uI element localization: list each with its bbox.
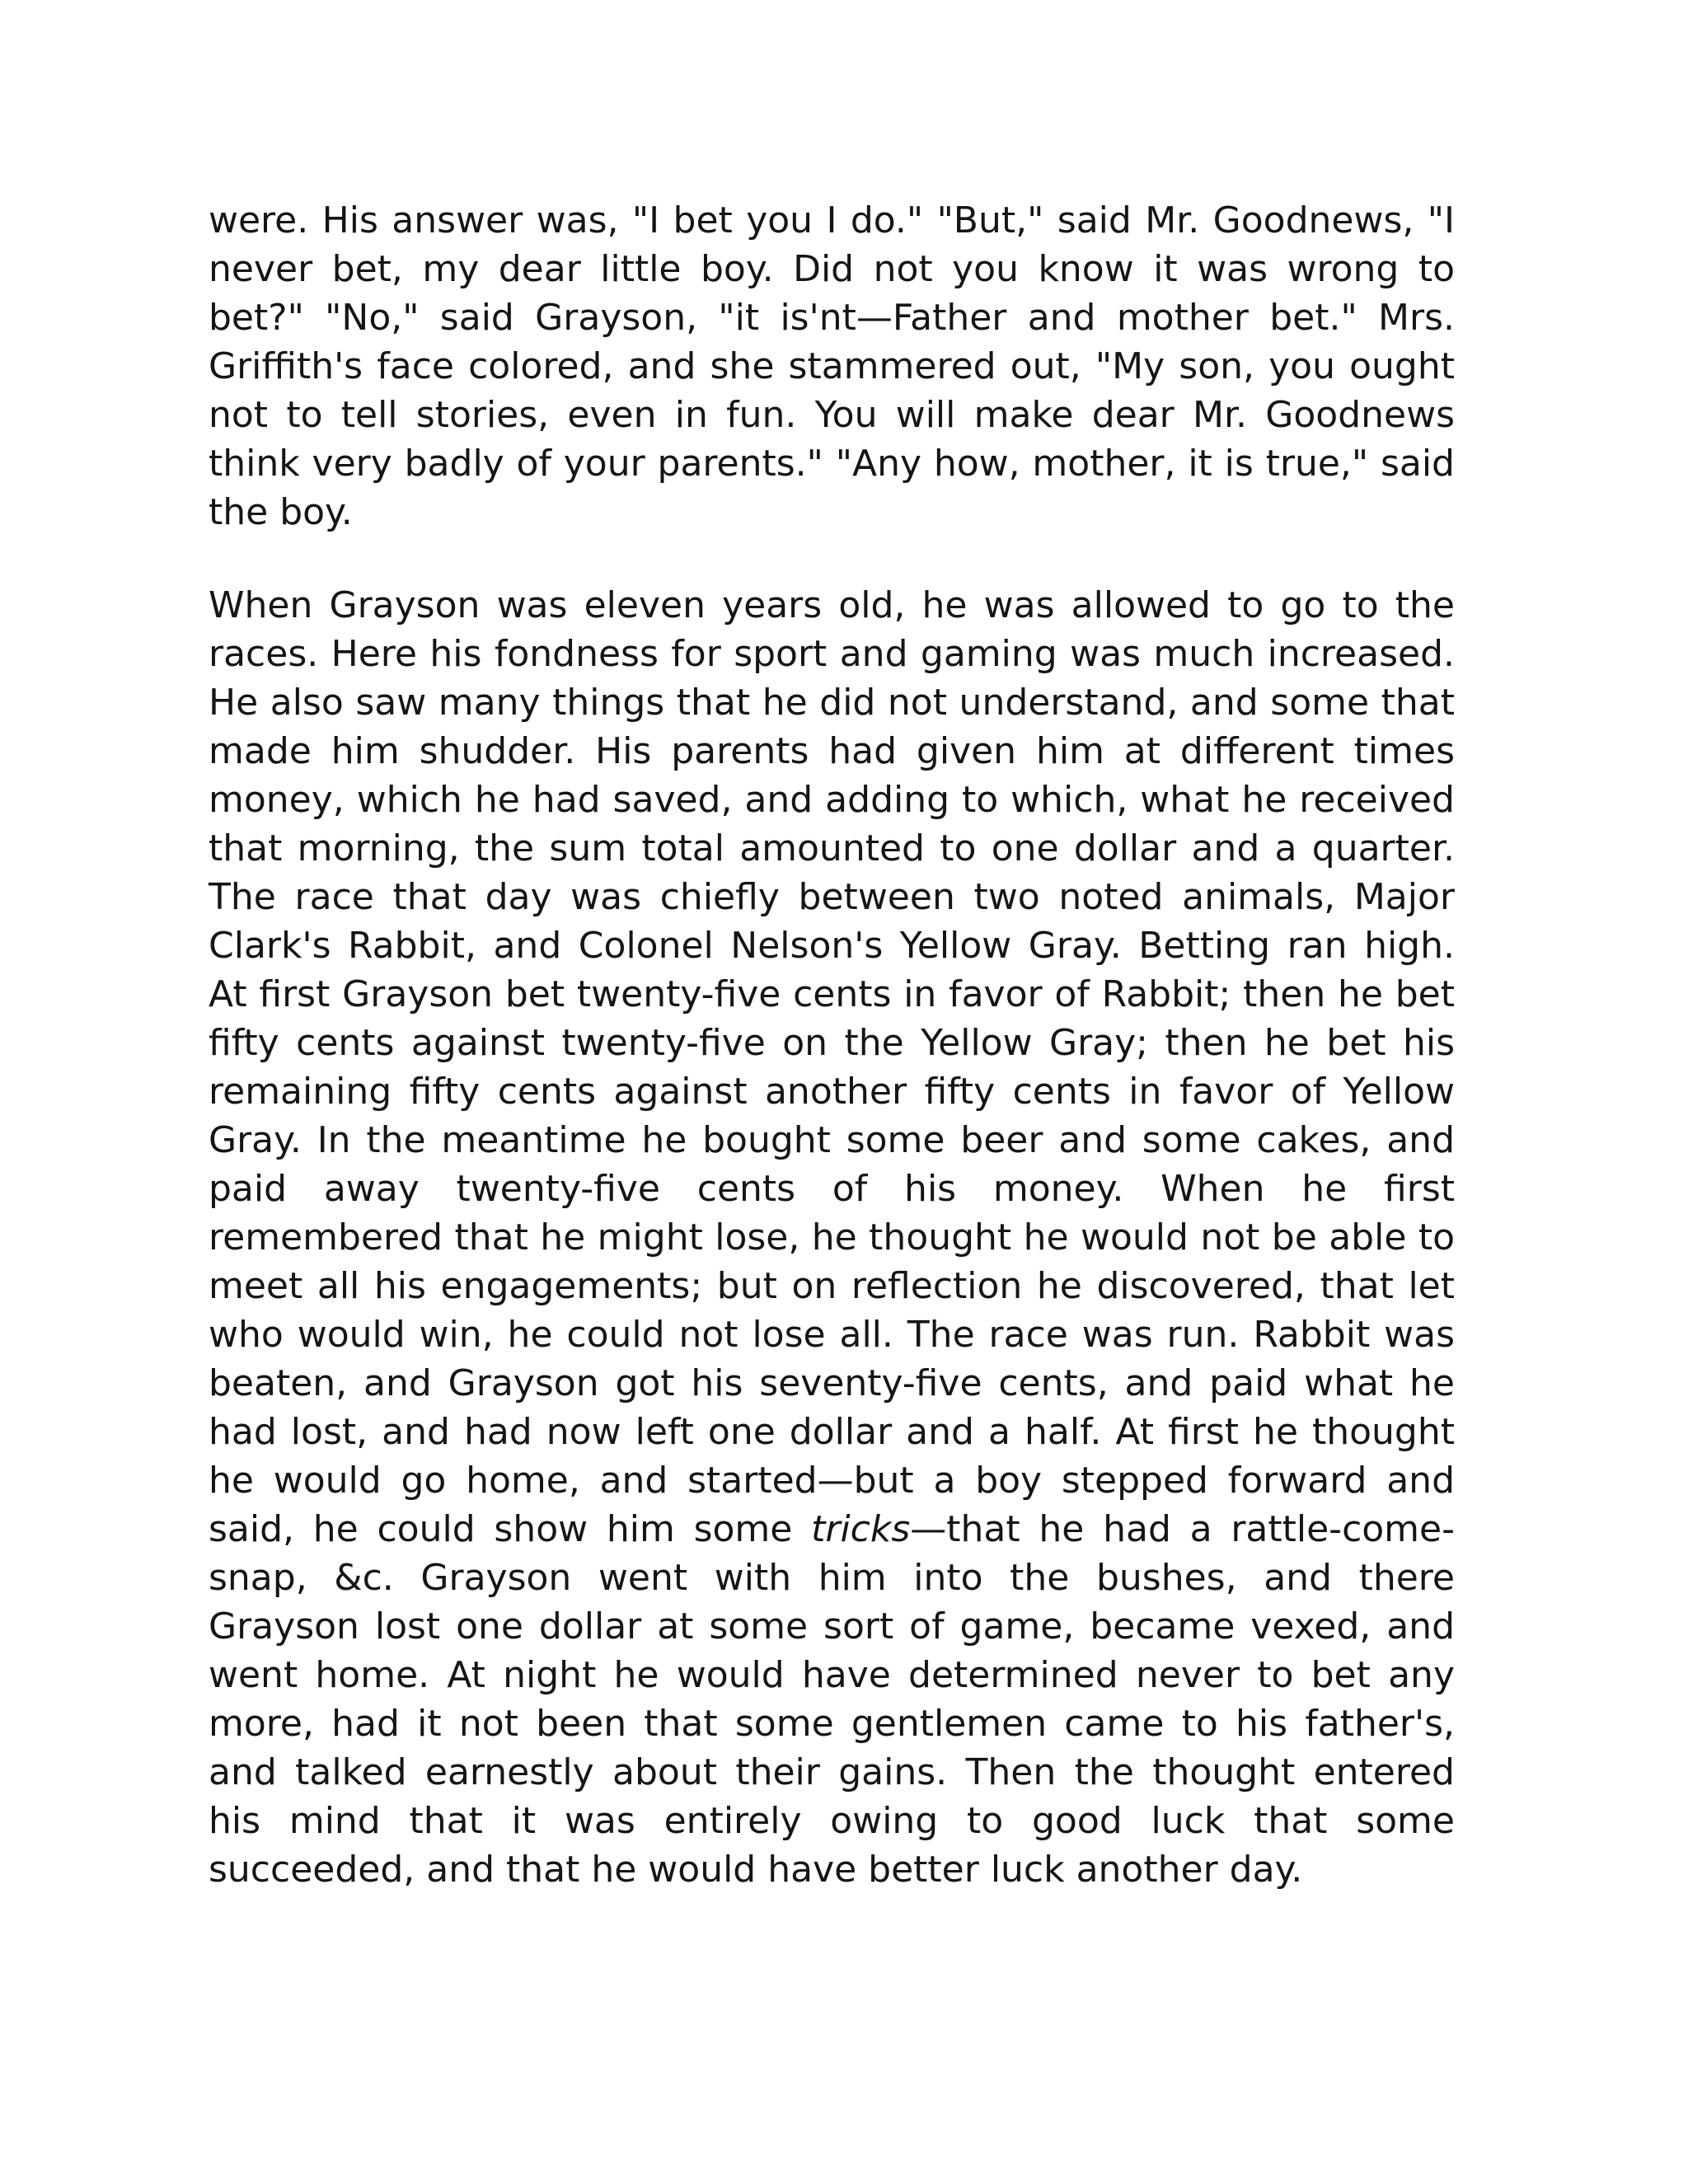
paragraph-2-text-a: When Grayson was eleven years old, he was allowed to go to the races. Here his fondness for sport and gaming was much increased. He also saw many things that he did not understand, and some that made him shudder. His parents had given him at different times money, which he had saved, and adding to which, what he received that morning, the sum total amounted to one dollar and a quarter. The race that day was chiefly between two noted animals, Major Clark's Rabbit, and Colonel Nelson's Yellow Gray. Betting ran high. At first Grayson bet twenty-five cents in favor of Rabbit; then he bet fifty cents against twenty-five on the Yellow Gray; then he bet his remaining fifty cents against another fifty cents in favor of Yellow Gray. In the meantime he bought some beer and some cakes, and paid away twenty-five cents of his money. When he first remembered that he might lose, he thought he would not be able to meet all his engagements; but on reflection he discovered, that let who would win, he could not lose all. The race was run. Rabbit was beaten, and Grayson got his seventy-five cents, and paid what he had lost, and had now left one dollar and a half. At first he thought he would go home, and started—but a boy stepped forward and said, he could show him some [209, 584, 1455, 1550]
paragraph-1 [209, 196, 1455, 537]
body-text [209, 196, 1455, 1894]
paragraph-2-text-b: —that he had a rattle-come-snap, &c. Grayson went with him into the bushes, and there Grayson lost one dollar at some sort of game, became vexed, and went home. At night he would have determined never to bet any more, had it not been that some gentlemen came to his father's, and talked earnestly about their gains. Then the thought entered his mind that it was entirely owing to good luck that some succeeded, and that he would have better luck another day. [209, 1508, 1455, 1891]
paragraph-1-text: were. His answer was, "I bet you I do." "But," said Mr. Goodnews, "I never bet, my dear little boy. Did not you know it was wrong to bet?" "No," said Grayson, "it is'nt—Father and mother bet." Mrs. Griffith's face colored, and she stammered out, "My son, you ought not to tell stories, even in fun. You will make dear Mr. Goodnews think very badly of your parents." "Any how, mother, it is true," said the boy. [209, 199, 1455, 533]
italic-word-tricks: tricks [811, 1508, 911, 1550]
paragraph-2 [209, 581, 1455, 1894]
